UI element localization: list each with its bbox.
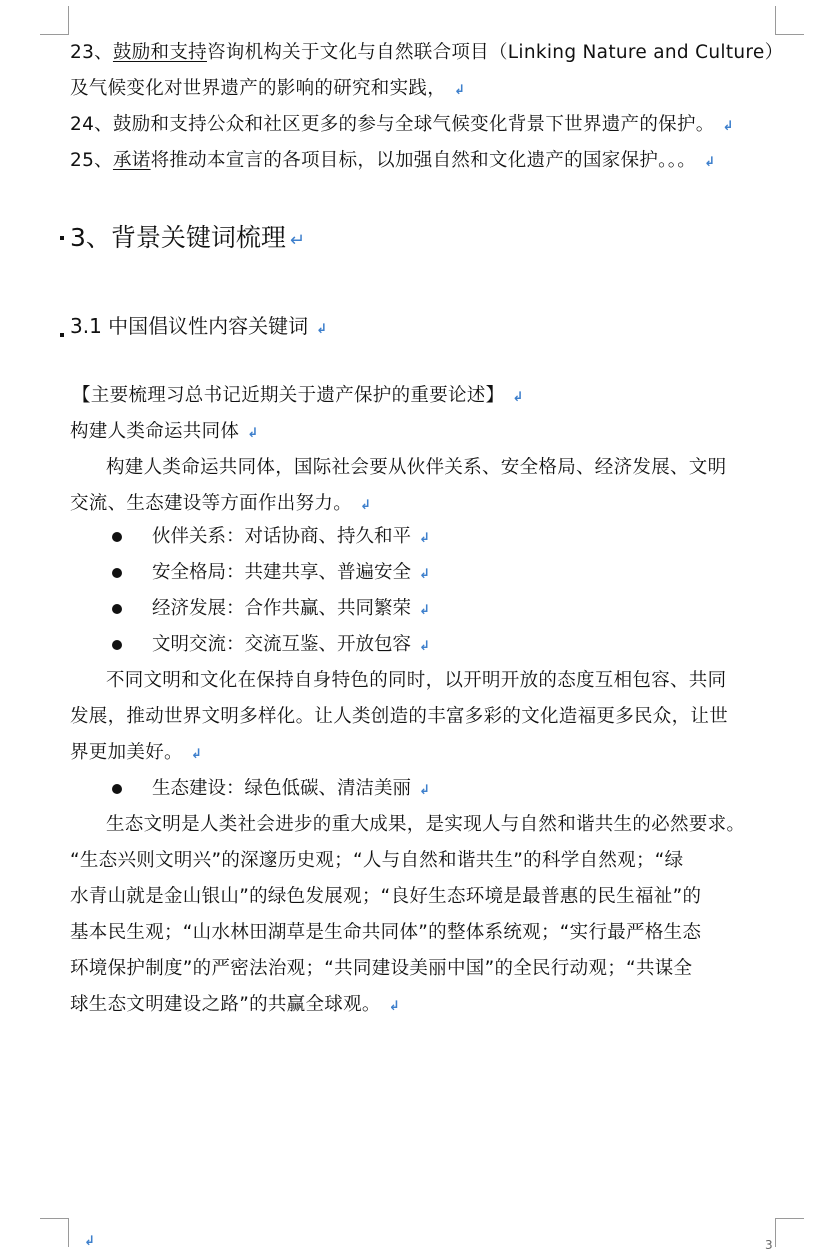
item-23-text: 咨询机构关于文化与自然联合项目（Linking Nature and Culture） (206, 42, 784, 63)
paragraph-mark-icon: ↲ (360, 498, 372, 513)
section-heading-text: 3、背景关键词梳理 (70, 223, 286, 252)
item-23-number: 23、 (70, 42, 113, 63)
bullet-icon (112, 532, 122, 542)
paragraph-mark-icon: ↲ (454, 83, 466, 98)
para3-line-3: 水青山就是金山银山”的绿色发展观；“良好生态环境是最普惠的民生福祉”的 (70, 886, 702, 907)
item-25-underlined: 承诺 (112, 150, 151, 171)
bullet-text: 安全格局：共建共享、普遍安全 (152, 562, 412, 583)
para1-line-2-text: 交流、生态建设等方面作出努力。 (70, 493, 353, 514)
item-23-line-1 (70, 40, 783, 66)
page-number: 3 (765, 1238, 773, 1252)
para2-line-3-text: 界更加美好。 (70, 742, 183, 763)
paragraph-mark-icon: ↲ (316, 322, 328, 337)
paragraph-mark-icon: ↲ (419, 567, 430, 582)
para3-line-5: 环境保护制度”的严密法治观；“共同建设美丽中国”的全民行动观；“共谋全 (70, 958, 693, 979)
crop-mark-bottom-left (40, 1218, 69, 1247)
paragraph-mark-icon: ↲ (419, 639, 430, 654)
para3-line-2: “生态兴则文明兴”的深邃历史观；“人与自然和谐共生”的科学自然观；“绿 (70, 850, 684, 871)
para3-line-6-text: 球生态文明建设之路”的共赢全球观。 (70, 994, 381, 1015)
section-intro (72, 383, 524, 411)
bullet-item (152, 560, 430, 588)
heading-marker-icon (60, 236, 64, 240)
bullet-icon (112, 640, 122, 650)
section-heading (70, 222, 305, 257)
para2-line-2: 发展，推动世界文明多样化。让人类创造的丰富多彩的文化造福更多民众，让世 (70, 706, 729, 727)
subsection-heading-text: 3.1 中国倡议性内容关键词 (70, 314, 309, 338)
paragraph-mark-icon: ↲ (512, 390, 524, 405)
bullet-text: 生态建设：绿色低碳、清洁美丽 (152, 778, 412, 799)
topic-title (70, 419, 258, 447)
para2-line-1: 不同文明和文化在保持自身特色的同时，以开明开放的态度互相包容、共同 (106, 670, 727, 691)
bullet-icon (112, 568, 122, 578)
item-24-text: 24、鼓励和支持公众和社区更多的参与全球气候变化背景下世界遗产的保护。 (70, 114, 715, 135)
bullet-text: 经济发展：合作共赢、共同繁荣 (152, 598, 412, 619)
para3-line-1: 生态文明是人类社会进步的重大成果，是实现人与自然和谐共生的必然要求。 (106, 814, 746, 835)
paragraph-mark-icon: ↲ (419, 603, 430, 618)
para1-line-2 (70, 491, 371, 519)
paragraph-mark-icon: ↲ (419, 783, 430, 798)
bullet-icon (112, 784, 122, 794)
bullet-text: 文明交流：交流互鉴、开放包容 (152, 634, 412, 655)
crop-mark-top-left (40, 6, 69, 35)
item-25-number: 25、 (70, 150, 113, 171)
para1-line-1: 构建人类命运共同体，国际社会要从伙伴关系、安全格局、经济发展、文明 (106, 457, 727, 478)
crop-mark-bottom-right (775, 1218, 804, 1247)
paragraph-mark-icon: ↲ (247, 426, 259, 441)
bullet-text: 伙伴关系：对话协商、持久和平 (152, 526, 412, 547)
para2-line-3 (70, 740, 202, 768)
topic-title-text: 构建人类命运共同体 (70, 421, 240, 442)
bullet-item (152, 596, 430, 624)
para3-line-6 (70, 992, 400, 1020)
item-23-text-2: 及气候变化对世界遗产的影响的研究和实践， (70, 78, 447, 99)
item-23-underlined: 鼓励和支持 (112, 42, 207, 63)
paragraph-mark-icon: ↲ (190, 747, 203, 762)
subsection-heading (70, 312, 327, 344)
item-24 (70, 112, 734, 140)
bullet-icon (112, 604, 122, 614)
section-intro-text: 【主要梳理习总书记近期关于遗产保护的重要论述】 (72, 385, 505, 406)
paragraph-mark-icon: ↲ (704, 155, 716, 170)
item-23-line-2 (70, 76, 465, 104)
paragraph-mark-icon: ↲ (419, 531, 430, 546)
bullet-item (152, 632, 430, 660)
item-25 (70, 148, 715, 176)
para3-line-4: 基本民生观；“山水林田湖草是生命共同体”的整体系统观；“实行最严格生态 (70, 922, 702, 943)
item-25-text: 将推动本宣言的各项目标，以加强自然和文化遗产的国家保护。。。 (150, 150, 697, 171)
subheading-marker-icon (60, 333, 64, 337)
paragraph-mark-icon: ↲ (388, 999, 400, 1014)
footer-paragraph-mark-icon: ↲ (84, 1234, 95, 1249)
paragraph-mark-icon: ↲ (722, 119, 734, 134)
crop-mark-top-right (775, 6, 804, 35)
return-arrow-icon: ↵ (289, 230, 306, 251)
bullet-item (152, 776, 430, 804)
bullet-item (152, 524, 430, 552)
